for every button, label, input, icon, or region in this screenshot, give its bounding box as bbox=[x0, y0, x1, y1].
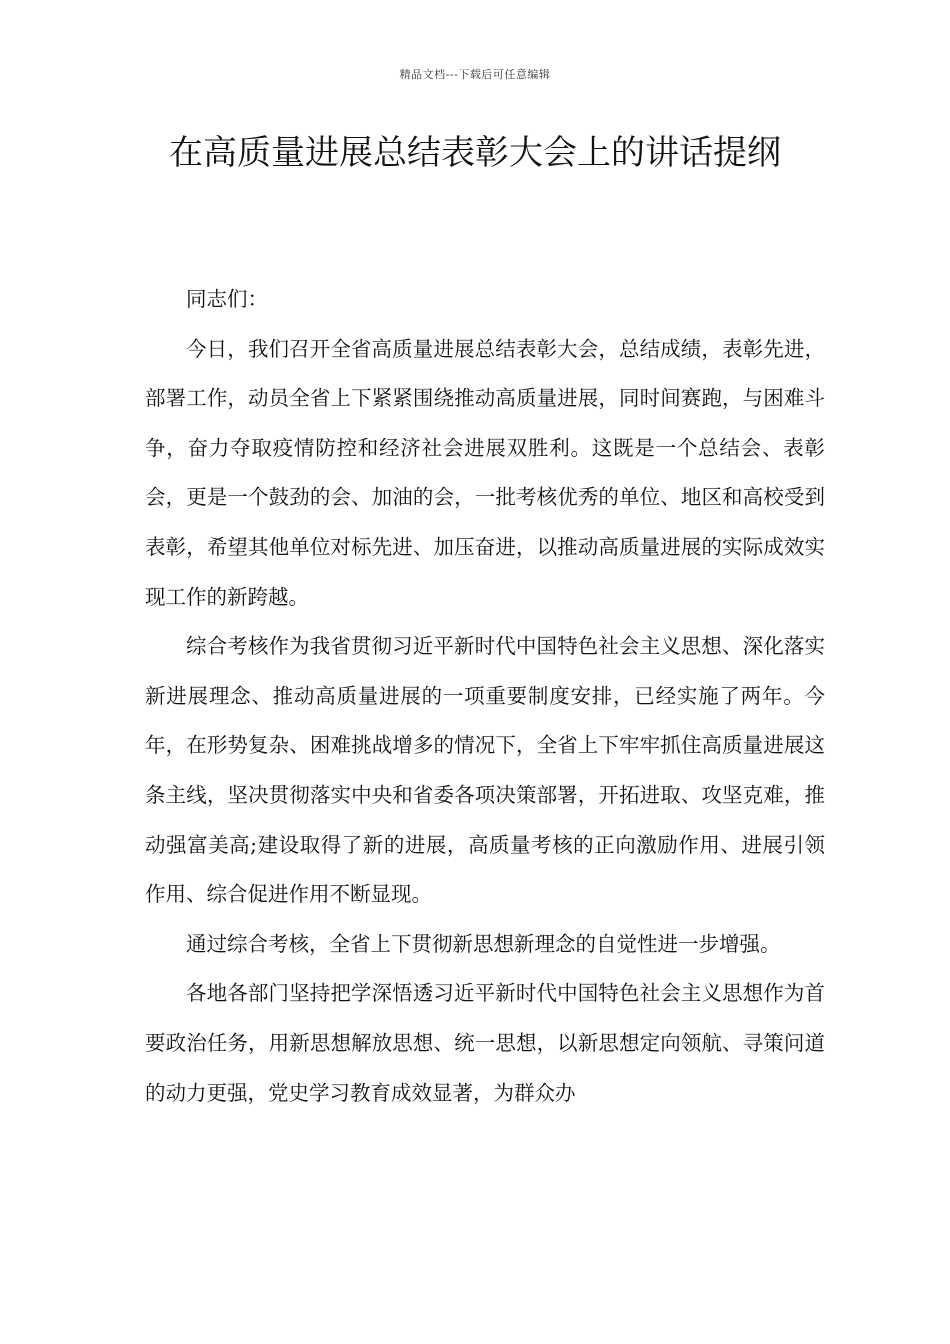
body-paragraph: 综合考核作为我省贯彻习近平新时代中国特色社会主义思想、深化落实新进展理念、推动高质量进展的一项重要制度安排，已经实施了两年。今年，在形势复杂、困难挑战增多的情况下，全省上下牢牢抓住高质量进展这条主线，坚决贯彻落实中央和省委各项决策部署，开拓进取、攻坚克难，推动强富美高;建设取得了新的进展，高质量考核的正向激励作用、进展引领作用、综合促进作用不断显现。 bbox=[145, 634, 825, 907]
body-paragraph: 通过综合考核，全省上下贯彻新思想新理念的自觉性进一步增强。 bbox=[186, 931, 781, 956]
body-paragraph: 各地各部门坚持把学深悟透习近平新时代中国特色社会主义思想作为首要政治任务，用新思想解放思想、统一思想，以新思想定向领航、寻策问道的动力更强，党史学习教育成效显著，为群众办 bbox=[145, 981, 825, 1105]
document-title: 在高质量进展总结表彰大会上的讲话提纲 bbox=[169, 133, 781, 173]
salutation-paragraph: 同志们： bbox=[186, 287, 268, 311]
document-body bbox=[145, 275, 825, 1118]
body-paragraph: 今日，我们召开全省高质量进展总结表彰大会，总结成绩，表彰先进，部署工作，动员全省上下紧紧围绕推动高质量进展，同时间赛跑，与困难斗争，奋力夺取疫情防控和经济社会进展双胜利。这既是一个总结会、表彰会，更是一个鼓劲的会、加油的会，一批考核优秀的单位、地区和高校受到表彰，希望其他单位对标先进、加压奋进，以推动高质量进展的实际成效实现工作的新跨越。 bbox=[145, 336, 825, 609]
header-note: 精品文档---下载后可任意编辑 bbox=[399, 68, 551, 81]
